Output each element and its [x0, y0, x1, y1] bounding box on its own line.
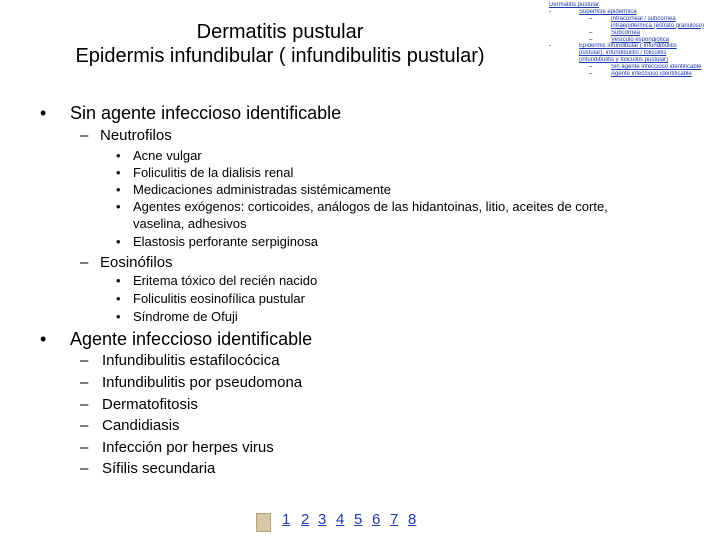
mini-outline-marker: - — [549, 43, 551, 50]
bullet-icon: • — [116, 234, 121, 249]
outline-level2-item: Infundibulitis por pseudomona — [102, 374, 303, 391]
mini-outline-link[interactable]: Intracorneal / subcórnea — [611, 15, 676, 22]
mini-outline-item[interactable] — [549, 71, 719, 78]
mini-outline-link[interactable]: Vesículo espongiótica — [611, 36, 670, 43]
mini-outline-link[interactable]: Epidermis infundibular ( infundibulitis — [579, 43, 677, 50]
mini-outline-marker: – — [589, 29, 593, 36]
bullet-icon: • — [116, 148, 121, 163]
outline-level2-item: Candidiasis — [102, 417, 180, 434]
bullet-icon: • — [116, 165, 121, 180]
outline-level2-item: Sífilis secundaria — [102, 460, 216, 477]
bullet-icon: • — [40, 103, 47, 123]
mini-outline-marker: – — [589, 71, 593, 78]
outline-level3-item: Eritema tóxico del recién nacido — [133, 273, 318, 288]
outline-level3-item: Agentes exógenos: corticoides, análogos de las hidantoinas, litio, aceites de corte, — [133, 199, 608, 214]
mini-outline-item[interactable] — [549, 2, 719, 9]
dash-icon: – — [80, 417, 89, 434]
mini-outline-marker: – — [589, 36, 593, 43]
mini-outline-item[interactable] — [549, 57, 719, 64]
bullet-icon: • — [116, 182, 121, 197]
dash-icon: – — [80, 460, 89, 477]
logo-icon — [256, 513, 271, 532]
mini-outline-link[interactable]: Subcórnea — [611, 29, 641, 36]
slide-title — [30, 20, 530, 68]
page-link-7[interactable]: 7 — [390, 511, 399, 528]
outline-level3-item: Medicaciones administradas sistémicamente — [133, 182, 391, 197]
page-link-5[interactable]: 5 — [354, 511, 363, 528]
outline-level2-item: Infección por herpes virus — [102, 439, 274, 456]
title-line-2: Epidermis infundibular ( infundibulitis pustular) — [75, 45, 485, 67]
dash-icon: – — [80, 374, 89, 391]
mini-outline-link[interactable]: Dermatitis pustular — [549, 2, 600, 8]
mini-outline-link[interactable]: Sin agente infeccioso identificable — [611, 64, 702, 71]
mini-outline-marker: – — [589, 64, 593, 71]
dash-icon: – — [80, 254, 89, 271]
mini-outline-navigation — [549, 2, 719, 78]
mini-outline-link[interactable]: Agente infeccioso identificable — [611, 71, 692, 78]
outline-level3-item: Foliculitis de la dialisis renal — [133, 165, 294, 180]
mini-outline-item[interactable] — [549, 64, 719, 71]
bullet-icon: • — [116, 291, 121, 306]
mini-outline-item[interactable] — [549, 23, 719, 30]
page-link-1[interactable]: 1 — [282, 511, 291, 528]
dash-icon: – — [80, 439, 89, 456]
page-link-6[interactable]: 6 — [372, 511, 381, 528]
bullet-icon: • — [40, 329, 47, 349]
dash-icon: – — [80, 352, 89, 369]
mini-outline-item[interactable] — [549, 43, 719, 50]
mini-outline-link[interactable]: (infundibulitis y foliculitis pustular) — [579, 57, 669, 64]
mini-outline-item[interactable] — [549, 50, 719, 57]
outline-level3-item: Acne vulgar — [133, 148, 202, 163]
outline-level2-item: Dermatofitosis — [102, 396, 198, 413]
page-link-4[interactable]: 4 — [336, 511, 345, 528]
outline-level2-item: Eosinófilos — [100, 254, 173, 271]
outline-level3-item: Foliculitis eosinofílica pustular — [133, 291, 305, 306]
mini-outline-link[interactable]: pustular), infundibulitis / foliculitis — [579, 50, 667, 57]
page-link-8[interactable]: 8 — [408, 511, 417, 528]
outline-level1-item: Sin agente infeccioso identificable — [70, 103, 342, 123]
mini-outline-marker: – — [589, 15, 593, 22]
mini-outline-item[interactable] — [549, 37, 719, 44]
page-link-3[interactable]: 3 — [318, 511, 327, 528]
bullet-icon: • — [116, 199, 121, 214]
page-link-2[interactable]: 2 — [301, 511, 310, 528]
bullet-icon: • — [116, 273, 121, 288]
outline-level3-item: vaselina, adhesivos — [133, 216, 247, 231]
dash-icon: – — [80, 396, 89, 413]
outline-level3-item: Elastosis perforante serpiginosa — [133, 234, 318, 249]
mini-outline-link[interactable]: intraepidérmica (estrato granuloso) — [611, 22, 705, 29]
outline-level3-item: Síndrome de Ofuji — [133, 309, 238, 324]
outline-level2-item: Neutrofilos — [100, 127, 172, 144]
mini-outline-item[interactable] — [549, 30, 719, 37]
dash-icon: – — [80, 127, 89, 144]
mini-outline-marker: - — [549, 8, 551, 15]
outline-level1-item: Agente infeccioso identificable — [70, 329, 313, 349]
mini-outline-link[interactable]: Superficie epidermica — [579, 8, 637, 15]
outline-level2-item: Infundibulitis estafilocócica — [102, 352, 280, 369]
bullet-icon: • — [116, 309, 121, 324]
title-line-1: Dermatitis pustular — [196, 21, 364, 43]
mini-outline-item[interactable] — [549, 16, 719, 23]
mini-outline-item[interactable] — [549, 9, 719, 16]
